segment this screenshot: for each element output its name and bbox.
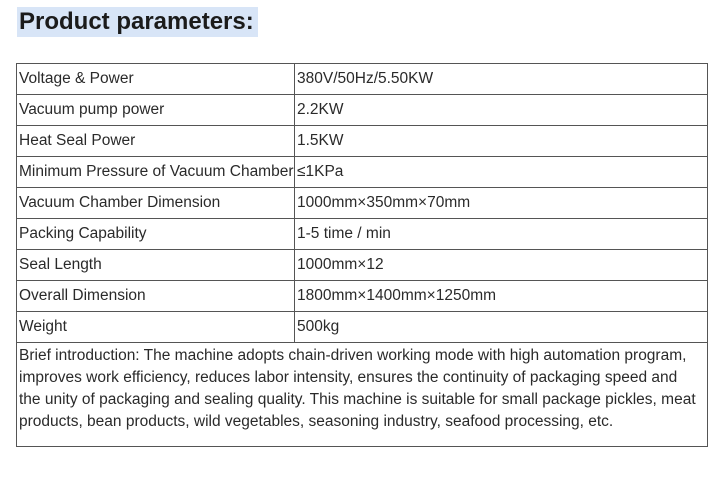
table-row: [17, 281, 708, 312]
param-label: Vacuum Chamber Dimension: [17, 188, 295, 219]
page-title: Product parameters:: [19, 8, 254, 35]
param-value: 1-5 time / min: [295, 219, 708, 250]
param-value: 1800mm×1400mm×1250mm: [295, 281, 708, 312]
param-value: 1000mm×350mm×70mm: [295, 188, 708, 219]
param-label: Seal Length: [17, 250, 295, 281]
intro-row: [17, 343, 708, 447]
table-row: [17, 312, 708, 343]
table-row: [17, 126, 708, 157]
brief-introduction: Brief introduction: The machine adopts chain-driven working mode with high automation program, improves work efficiency, reduces labor intensity, ensures the continuity of packaging speed and the unity of packaging and sealing quality. This machine is suitable for small package pickles, meat products, bean products, wild vegetables, seasoning industry, seafood processing, etc.: [17, 343, 708, 447]
parameters-table: [16, 63, 708, 447]
param-label: Vacuum pump power: [17, 95, 295, 126]
table-row: [17, 64, 708, 95]
param-value: ≤1KPa: [295, 157, 708, 188]
param-value: 500kg: [295, 312, 708, 343]
param-label: Heat Seal Power: [17, 126, 295, 157]
heading-highlight: [17, 7, 258, 37]
param-value: 380V/50Hz/5.50KW: [295, 64, 708, 95]
param-value: 1000mm×12: [295, 250, 708, 281]
param-value: 2.2KW: [295, 95, 708, 126]
table-row: [17, 95, 708, 126]
param-value: 1.5KW: [295, 126, 708, 157]
table-row: [17, 157, 708, 188]
param-label: Weight: [17, 312, 295, 343]
table-row: [17, 188, 708, 219]
table-row: [17, 250, 708, 281]
table-row: [17, 219, 708, 250]
param-label: Voltage & Power: [17, 64, 295, 95]
param-label: Overall Dimension: [17, 281, 295, 312]
param-label: Minimum Pressure of Vacuum Chamber: [17, 157, 295, 188]
param-label: Packing Capability: [17, 219, 295, 250]
